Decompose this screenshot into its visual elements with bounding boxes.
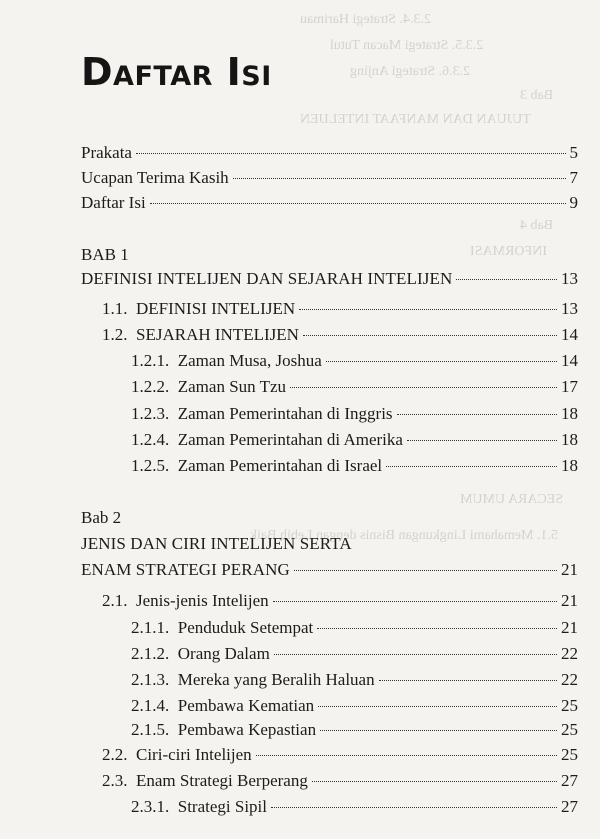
dot-leader [233, 178, 566, 179]
section-number: 2.1.4. [131, 696, 170, 715]
toc-page-number: 27 [561, 771, 578, 790]
toc-label: Zaman Musa, Joshua [177, 351, 322, 370]
toc-page-number: 13 [561, 269, 578, 288]
toc-entry[interactable] [102, 298, 578, 320]
toc-entry[interactable] [81, 142, 578, 164]
bleed-through-text: Bab 4 [520, 218, 554, 233]
chapter-title: ENAM STRATEGI PERANG [81, 560, 290, 579]
bleed-through-text: 2.3.6. Strategi Anjing [350, 64, 471, 79]
dot-leader [290, 387, 557, 388]
toc-page-number: 14 [561, 325, 578, 344]
toc-page-number: 25 [561, 696, 578, 715]
section-number: 1.2.2. [131, 377, 170, 396]
toc-page-number: 22 [561, 644, 578, 663]
toc-label: Zaman Pemerintahan di Amerika [177, 430, 403, 449]
toc-label: Jenis-jenis Intelijen [136, 591, 269, 610]
toc-entry[interactable] [131, 376, 578, 398]
chapter-title-entry[interactable] [81, 268, 578, 290]
toc-label: Mereka yang Beralih Haluan [177, 670, 375, 689]
page-title: Daftar Isi [81, 50, 272, 94]
toc-entry[interactable] [81, 192, 578, 214]
toc-label: Enam Strategi Berperang [136, 771, 308, 790]
dot-leader [456, 279, 557, 280]
toc-label: Zaman Pemerintahan di Israel [177, 456, 383, 475]
toc-page-number: 18 [561, 430, 578, 449]
toc-page-number: 25 [561, 745, 578, 764]
dot-leader [273, 601, 557, 602]
toc-page-number: 21 [561, 591, 578, 610]
chapter-title-entry[interactable] [81, 559, 578, 581]
toc-entry[interactable] [102, 590, 578, 612]
toc-label: Ciri-ciri Intelijen [136, 745, 252, 764]
section-number: 1.2.3. [131, 404, 170, 423]
section-number: 1.2.5. [131, 456, 170, 475]
toc-label: Prakata [81, 143, 132, 162]
dot-leader [312, 781, 557, 782]
section-number: 1.2. [102, 325, 128, 344]
toc-entry[interactable] [102, 770, 578, 792]
toc-entry[interactable] [131, 669, 578, 691]
section-number: 1.2.4. [131, 430, 170, 449]
toc-page-number: 18 [561, 456, 578, 475]
toc-label: Strategi Sipil [177, 797, 267, 816]
chapter-title: DEFINISI INTELIJEN DAN SEJARAH INTELIJEN [81, 269, 453, 288]
toc-page-number: 25 [561, 720, 578, 739]
toc-entry[interactable] [102, 324, 578, 346]
dot-leader [317, 628, 557, 629]
toc-label: Zaman Pemerintahan di Inggris [177, 404, 393, 423]
toc-entry[interactable] [131, 695, 578, 717]
toc-page-number: 27 [561, 797, 578, 816]
toc-page-number: 18 [561, 404, 578, 423]
dot-leader [294, 570, 557, 571]
section-number: 2.1.2. [131, 644, 170, 663]
toc-page-number: 17 [561, 377, 578, 396]
toc-label: Pembawa Kepastian [177, 720, 317, 739]
toc-page-number: 21 [561, 560, 578, 579]
toc-entry[interactable] [131, 719, 578, 741]
dot-leader [407, 440, 557, 441]
toc-label: Orang Dalam [177, 644, 270, 663]
section-number: 2.1.3. [131, 670, 170, 689]
dot-leader [299, 309, 557, 310]
section-number: 2.1.1. [131, 618, 170, 637]
toc-entry[interactable] [131, 403, 578, 425]
dot-leader [136, 153, 566, 154]
bleed-through-text: TUJUAN DAN MANFAAT INTELIJEN [300, 112, 531, 127]
chapter-heading: Bab 2 [81, 508, 122, 527]
toc-entry[interactable] [102, 744, 578, 766]
dot-leader [303, 335, 557, 336]
section-number: 2.3.1. [131, 797, 170, 816]
toc-entry[interactable] [131, 455, 578, 477]
section-number: 2.3. [102, 771, 128, 790]
toc-entry[interactable] [131, 429, 578, 451]
toc-page-number: 21 [561, 618, 578, 637]
dot-leader [271, 807, 557, 808]
section-number: 1.2.1. [131, 351, 170, 370]
toc-entry[interactable] [131, 350, 578, 372]
dot-leader [326, 361, 557, 362]
dot-leader [150, 203, 566, 204]
bleed-through-text: Bab 3 [520, 88, 554, 103]
chapter-title: JENIS DAN CIRI INTELIJEN SERTA [81, 534, 352, 553]
toc-label: Pembawa Kematian [177, 696, 315, 715]
toc-label: Ucapan Terima Kasih [81, 168, 229, 187]
dot-leader [397, 414, 557, 415]
toc-page-number: 7 [569, 168, 578, 187]
dot-leader [379, 680, 557, 681]
section-number: 2.2. [102, 745, 128, 764]
toc-page-number: 14 [561, 351, 578, 370]
section-number: 1.1. [102, 299, 128, 318]
bleed-through-text: 5.1. Memahami Lingkungan Bisnis dengan Lebih Baik [250, 528, 558, 543]
toc-page-number: 9 [569, 193, 578, 212]
bleed-through-text: SECARA UMUM [460, 492, 564, 507]
toc-label: SEJARAH INTELIJEN [136, 325, 299, 344]
bleed-through-text: INFORMASI [470, 244, 548, 259]
bleed-through-text: 2.3.5. Strategi Macan Tutul [330, 38, 484, 53]
dot-leader [274, 654, 557, 655]
toc-label: DEFINISI INTELIJEN [136, 299, 296, 318]
dot-leader [386, 466, 557, 467]
section-number: 2.1.5. [131, 720, 170, 739]
bleed-through-text: 2.3.4. Strategi Harimau [300, 12, 432, 27]
toc-entry[interactable] [131, 643, 578, 665]
toc-page-number: 5 [569, 143, 578, 162]
toc-label: Penduduk Setempat [177, 618, 314, 637]
toc-label: Daftar Isi [81, 193, 146, 212]
section-number: 2.1. [102, 591, 128, 610]
toc-entry[interactable] [81, 167, 578, 189]
toc-page-number: 22 [561, 670, 578, 689]
dot-leader [318, 706, 557, 707]
toc-entry[interactable] [131, 796, 578, 818]
chapter-heading: BAB 1 [81, 245, 129, 264]
toc-label: Zaman Sun Tzu [177, 377, 287, 396]
toc-page-number: 13 [561, 299, 578, 318]
toc-entry[interactable] [131, 617, 578, 639]
dot-leader [320, 730, 557, 731]
dot-leader [256, 755, 557, 756]
